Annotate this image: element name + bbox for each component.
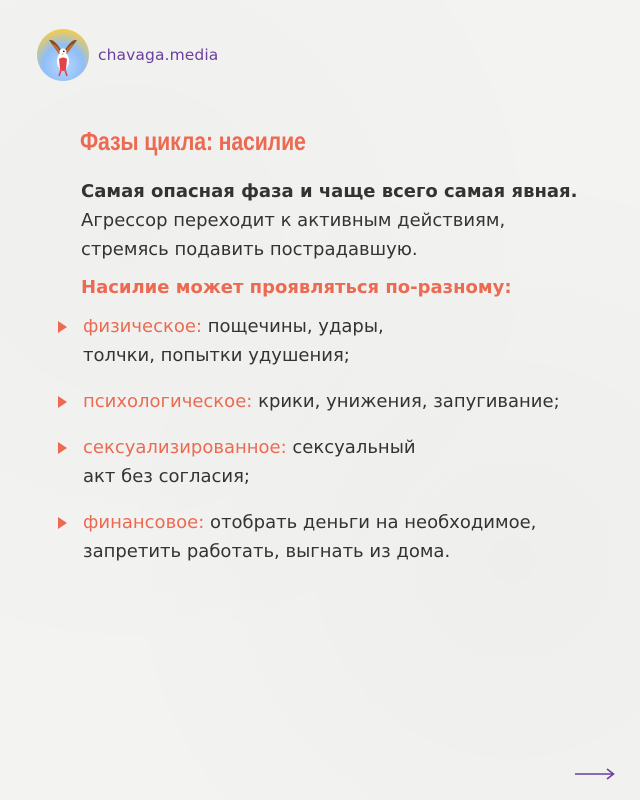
item-text: крики, унижения, запугивание; — [252, 391, 560, 412]
item-term: физическое: — [83, 316, 202, 337]
arrow-right-icon[interactable] — [574, 766, 616, 785]
triangle-bullet-icon — [58, 396, 67, 408]
bird-logo-icon — [37, 29, 89, 81]
item-term: финансовое: — [83, 512, 205, 533]
item-term: сексуализированное: — [83, 437, 287, 458]
list-item — [56, 387, 616, 416]
header — [37, 29, 218, 81]
item-text: сексуальный — [286, 437, 416, 458]
list-item — [56, 433, 616, 491]
violence-types-list — [56, 312, 616, 566]
triangle-bullet-icon — [58, 517, 67, 529]
section-subheading: Насилие может проявляться по-разному: — [81, 277, 512, 298]
triangle-bullet-icon — [58, 442, 67, 454]
brand-name: chavaga.media — [98, 46, 219, 64]
intro-paragraph — [81, 177, 601, 264]
list-item — [56, 508, 616, 566]
intro-line-2: стремясь подавить пострадавшую. — [81, 239, 418, 260]
item-text-continued: акт без согласия; — [83, 466, 250, 487]
item-text-continued: запретить работать, выгнать из дома. — [83, 541, 451, 562]
page-title: Фазы цикла: насилие — [80, 126, 306, 156]
triangle-bullet-icon — [58, 321, 67, 333]
item-text: отобрать деньги на необходимое, — [204, 512, 537, 533]
intro-lead: Самая опасная фаза и чаще всего самая явная. — [81, 181, 578, 202]
item-term: психологическое: — [83, 391, 253, 412]
intro-line-1: Агрессор переходит к активным действиям, — [81, 210, 506, 231]
item-text: пощечины, удары, — [202, 316, 384, 337]
list-item — [56, 312, 616, 370]
item-text-continued: толчки, попытки удушения; — [83, 345, 350, 366]
